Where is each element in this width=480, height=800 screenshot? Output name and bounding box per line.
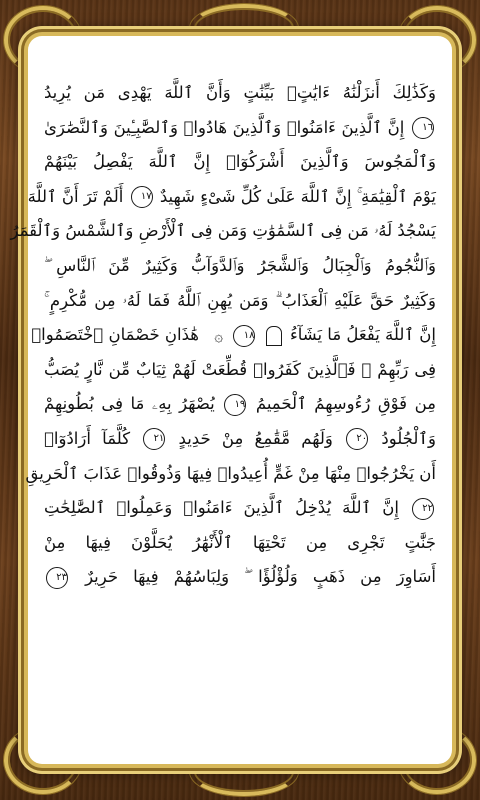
text-line: يَسْجُدُ لَهُۥ مَن فِى ٱلسَّمَٰوَٰتِ وَمَن فِى ٱلْأَرْضِ وَٱلشَّمْسُ وَٱلْقَمَرُ — [10, 221, 436, 241]
ayah-number-marker: ٢٣ — [46, 567, 68, 589]
text-line: مِن فَوْقِ رُءُوسِهِمُ ٱلْحَمِيمُ ١٩ يُصْهَرُ بِهِۦ مَا فِى بُطُونِهِمْ — [44, 387, 436, 422]
ayah-number-marker: ١٨ — [233, 325, 255, 347]
text-line: وَٱلْمَجُوسَ وَٱلَّذِينَ أَشْرَكُوٓا۟ إِنَّ ٱللَّهَ يَفْصِلُ بَيْنَهُمْ — [44, 152, 436, 172]
ayah-number-marker: ١٦ — [412, 117, 434, 139]
ayah-number-marker: ١٩ — [224, 394, 246, 416]
text-line: فِى رَبِّهِمْ ۖ فَٱلَّذِينَ كَفَرُوا۟ قُطِّعَتْ لَهُمْ ثِيَابٌ مِّن نَّارٍ يُصَبُّ — [44, 359, 436, 379]
text-line: يَوْمَ ٱلْقِيَٰمَةِ ۚ إِنَّ ٱللَّهَ عَلَىٰ كُلِّ شَىْءٍ شَهِيدٌ ١٧ أَلَمْ تَرَ أَنَّ ٱللَّهَ — [44, 180, 436, 215]
text-line: ٢٢ إِنَّ ٱللَّهَ يُدْخِلُ ٱلَّذِينَ ءَامَنُوا۟ وَعَمِلُوا۟ ٱلصَّٰلِحَٰتِ — [44, 491, 436, 526]
sajda-mark-icon — [266, 326, 282, 346]
text-line: وَكَذَٰلِكَ أَنزَلْنَٰهُ ءَايَٰتٍۭ بَيِّنَٰتٍ وَأَنَّ ٱللَّهَ يَهْدِى مَن يُرِيدُ — [44, 83, 436, 102]
text-line: إِنَّ ٱللَّهَ يَفْعَلُ مَا يَشَآءُ ١٨ ۞ هَٰذَانِ خَصْمَانِ ٱخْتَصَمُوا۟ — [31, 325, 436, 345]
ayah-number-marker: ١٧ — [131, 186, 153, 208]
text-line: وَٱلنُّجُومُ وَٱلْجِبَالُ وَٱلشَّجَرُ وَٱلدَّوَآبُّ وَكَثِيرٌ مِّنَ ٱلنَّاسِ ۖ — [44, 255, 436, 275]
hizb-mark-icon: ۞ — [214, 326, 224, 345]
ayah-number-marker: ٢١ — [143, 428, 165, 450]
text-line: أَسَاوِرَ مِن ذَهَبٍ وَلُؤْلُؤًا ۖ وَلِبَاسُهُمْ فِيهَا حَرِيرٌ ٢٣ — [44, 560, 436, 595]
page-text — [10, 76, 436, 595]
text-line: جَنَّٰتٍ تَجْرِى مِن تَحْتِهَا ٱلْأَنْهَٰرُ يُحَلَّوْنَ فِيهَا مِنْ — [44, 532, 436, 552]
text-line: وَٱلْجُلُودُ ٢٠ وَلَهُم مَّقَٰمِعُ مِنْ حَدِيدٍ ٢١ كُلَّمَآ أَرَادُوٓا۟ — [44, 422, 436, 457]
text-line: وَكَثِيرٌ حَقَّ عَلَيْهِ ٱلْعَذَابُ ۗ وَمَن يُهِنِ ٱللَّهُ فَمَا لَهُۥ مِن مُّكْرِمٍ ۚ — [44, 290, 436, 310]
text-line: ١٦ إِنَّ ٱلَّذِينَ ءَامَنُوا۟ وَٱلَّذِينَ هَادُوا۟ وَٱلصَّٰبِـِٔينَ وَٱلنَّصَٰرَىٰ — [44, 111, 436, 146]
ayah-number-marker: ٢٢ — [412, 498, 434, 520]
ayah-number-marker: ٢٠ — [346, 428, 368, 450]
text-line: أَن يَخْرُجُوا۟ مِنْهَا مِنْ غَمٍّ أُعِيدُوا۟ فِيهَا وَذُوقُوا۟ عَذَابَ ٱلْحَرِيقِ — [25, 463, 436, 483]
